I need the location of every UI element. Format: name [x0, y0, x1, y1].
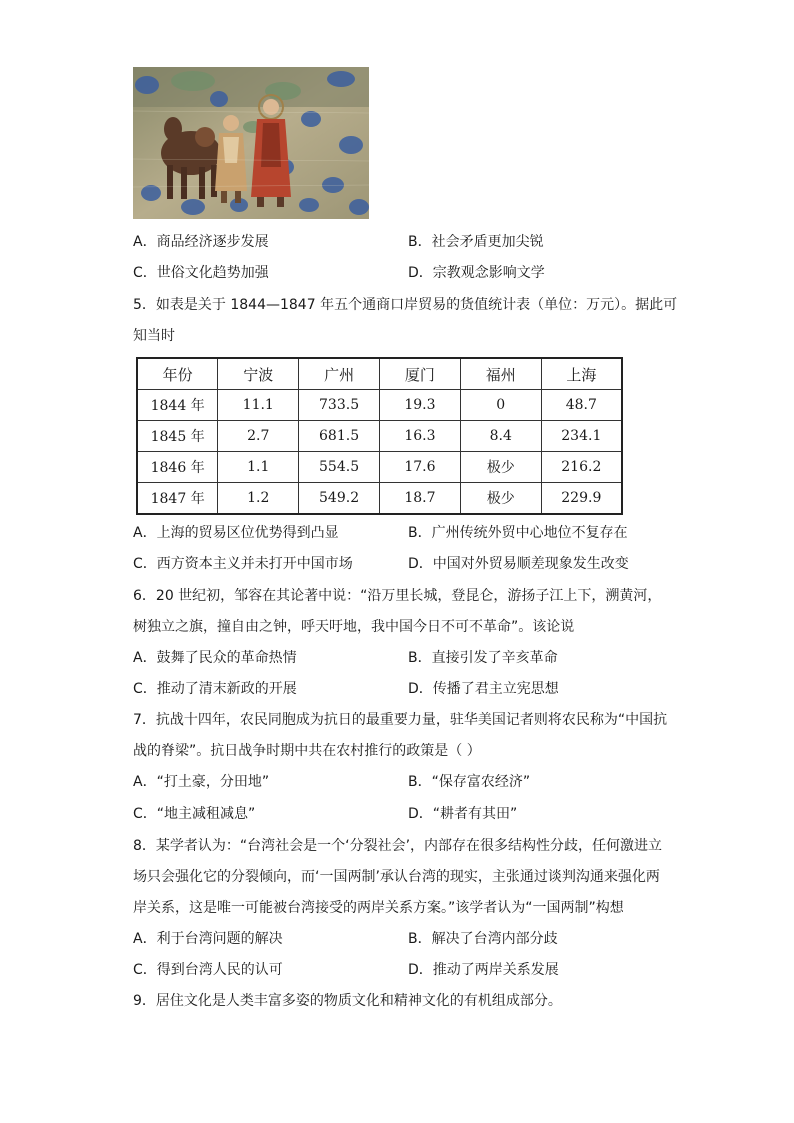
table-cell: 234.1: [541, 421, 622, 452]
q4-option-a[interactable]: A．商品经济逐步发展: [133, 234, 269, 250]
q8-option-d[interactable]: D．推动了两岸关系发展: [408, 962, 559, 978]
q6-stem-line-1: 6．20 世纪初，邹容在其论著中说：“沿万里长城，登昆仑，游扬子江上下，溯黄河，: [133, 588, 662, 604]
table-cell: 1.1: [218, 452, 299, 483]
q7-option-c[interactable]: C．“地主减租减息”: [133, 806, 256, 822]
header-year: 年份: [137, 358, 218, 390]
q6-option-c[interactable]: C．推动了清末新政的开展: [133, 681, 297, 697]
table-cell: 2.7: [218, 421, 299, 452]
q9-stem-line-1: 9．居住文化是人类丰富多姿的物质文化和精神文化的有机组成部分。: [133, 993, 562, 1009]
trade-value-table: [136, 357, 623, 515]
q5-option-d[interactable]: D．中国对外贸易顺差现象发生改变: [408, 556, 629, 572]
table-row: [137, 483, 622, 515]
mural-painting-image: [133, 67, 369, 219]
q7-stem-line-2: 战的脊梁”。抗日战争时期中共在农村推行的政策是（ ）: [133, 743, 481, 759]
q5-option-a[interactable]: A．上海的贸易区位优势得到凸显: [133, 525, 339, 541]
q8-option-b[interactable]: B．解决了台湾内部分歧: [408, 931, 558, 947]
table-cell: 733.5: [299, 390, 380, 421]
header-fuzhou: 福州: [460, 358, 541, 390]
q8-stem-line-2: 场只会强化它的分裂倾向，而‘一国两制’承认台湾的现实，主张通过谈判沟通来强化两: [133, 869, 660, 885]
table-cell: 极少: [460, 483, 541, 515]
table-cell: 16.3: [379, 421, 460, 452]
q7-option-b[interactable]: B．“保存富农经济”: [408, 774, 531, 790]
table-cell: 48.7: [541, 390, 622, 421]
table-cell: 18.7: [379, 483, 460, 515]
q6-option-b[interactable]: B．直接引发了辛亥革命: [408, 650, 558, 666]
header-shanghai: 上海: [541, 358, 622, 390]
table-cell: 1.2: [218, 483, 299, 515]
table-cell: 554.5: [299, 452, 380, 483]
q7-option-a[interactable]: A．“打土豪，分田地”: [133, 774, 270, 790]
q7-stem-line-1: 7．抗战十四年，农民同胞成为抗日的最重要力量，驻华美国记者则将农民称为“中国抗: [133, 712, 668, 728]
q5-option-b[interactable]: B．广州传统外贸中心地位不复存在: [408, 525, 628, 541]
q5-stem-line-2: 知当时: [133, 328, 175, 344]
table-cell: 1847 年: [137, 483, 218, 515]
table-cell: 0: [460, 390, 541, 421]
header-ningbo: 宁波: [218, 358, 299, 390]
q6-option-d[interactable]: D．传播了君主立宪思想: [408, 681, 559, 697]
header-xiamen: 厦门: [379, 358, 460, 390]
table-cell: 549.2: [299, 483, 380, 515]
q5-stem-line-1: 5．如表是关于 1844—1847 年五个通商口岸贸易的货值统计表（单位：万元）。据此可: [133, 297, 678, 313]
q8-option-c[interactable]: C．得到台湾人民的认可: [133, 962, 283, 978]
table-cell: 216.2: [541, 452, 622, 483]
q6-option-a[interactable]: A．鼓舞了民众的革命热情: [133, 650, 297, 666]
table-header-row: [137, 358, 622, 390]
table-cell: 极少: [460, 452, 541, 483]
table-row: [137, 390, 622, 421]
table-cell: 1846 年: [137, 452, 218, 483]
q4-option-c[interactable]: C．世俗文化趋势加强: [133, 265, 269, 281]
table-cell: 681.5: [299, 421, 380, 452]
q8-stem-line-1: 8．某学者认为：“台湾社会是一个‘分裂社会’，内部存在很多结构性分歧，任何激进立: [133, 838, 663, 854]
table-cell: 1845 年: [137, 421, 218, 452]
q8-option-a[interactable]: A．利于台湾问题的解决: [133, 931, 283, 947]
q7-option-d[interactable]: D．“耕者有其田”: [408, 806, 518, 822]
table-cell: 229.9: [541, 483, 622, 515]
table-cell: 11.1: [218, 390, 299, 421]
q5-option-c[interactable]: C．西方资本主义并未打开中国市场: [133, 556, 353, 572]
header-guangzhou: 广州: [299, 358, 380, 390]
q4-option-b[interactable]: B．社会矛盾更加尖锐: [408, 234, 544, 250]
q8-stem-line-3: 岸关系，这是唯一可能被台湾接受的两岸关系方案。”该学者认为“一国两制”构想: [133, 900, 624, 916]
q6-stem-line-2: 树独立之旗，撞自由之钟，呼天吁地，我中国今日不可不革命”。该论说: [133, 619, 575, 635]
table-cell: 17.6: [379, 452, 460, 483]
table-cell: 1844 年: [137, 390, 218, 421]
table-cell: 8.4: [460, 421, 541, 452]
table-cell: 19.3: [379, 390, 460, 421]
table-row: [137, 452, 622, 483]
q4-option-d[interactable]: D．宗教观念影响文学: [408, 265, 545, 281]
table-row: [137, 421, 622, 452]
